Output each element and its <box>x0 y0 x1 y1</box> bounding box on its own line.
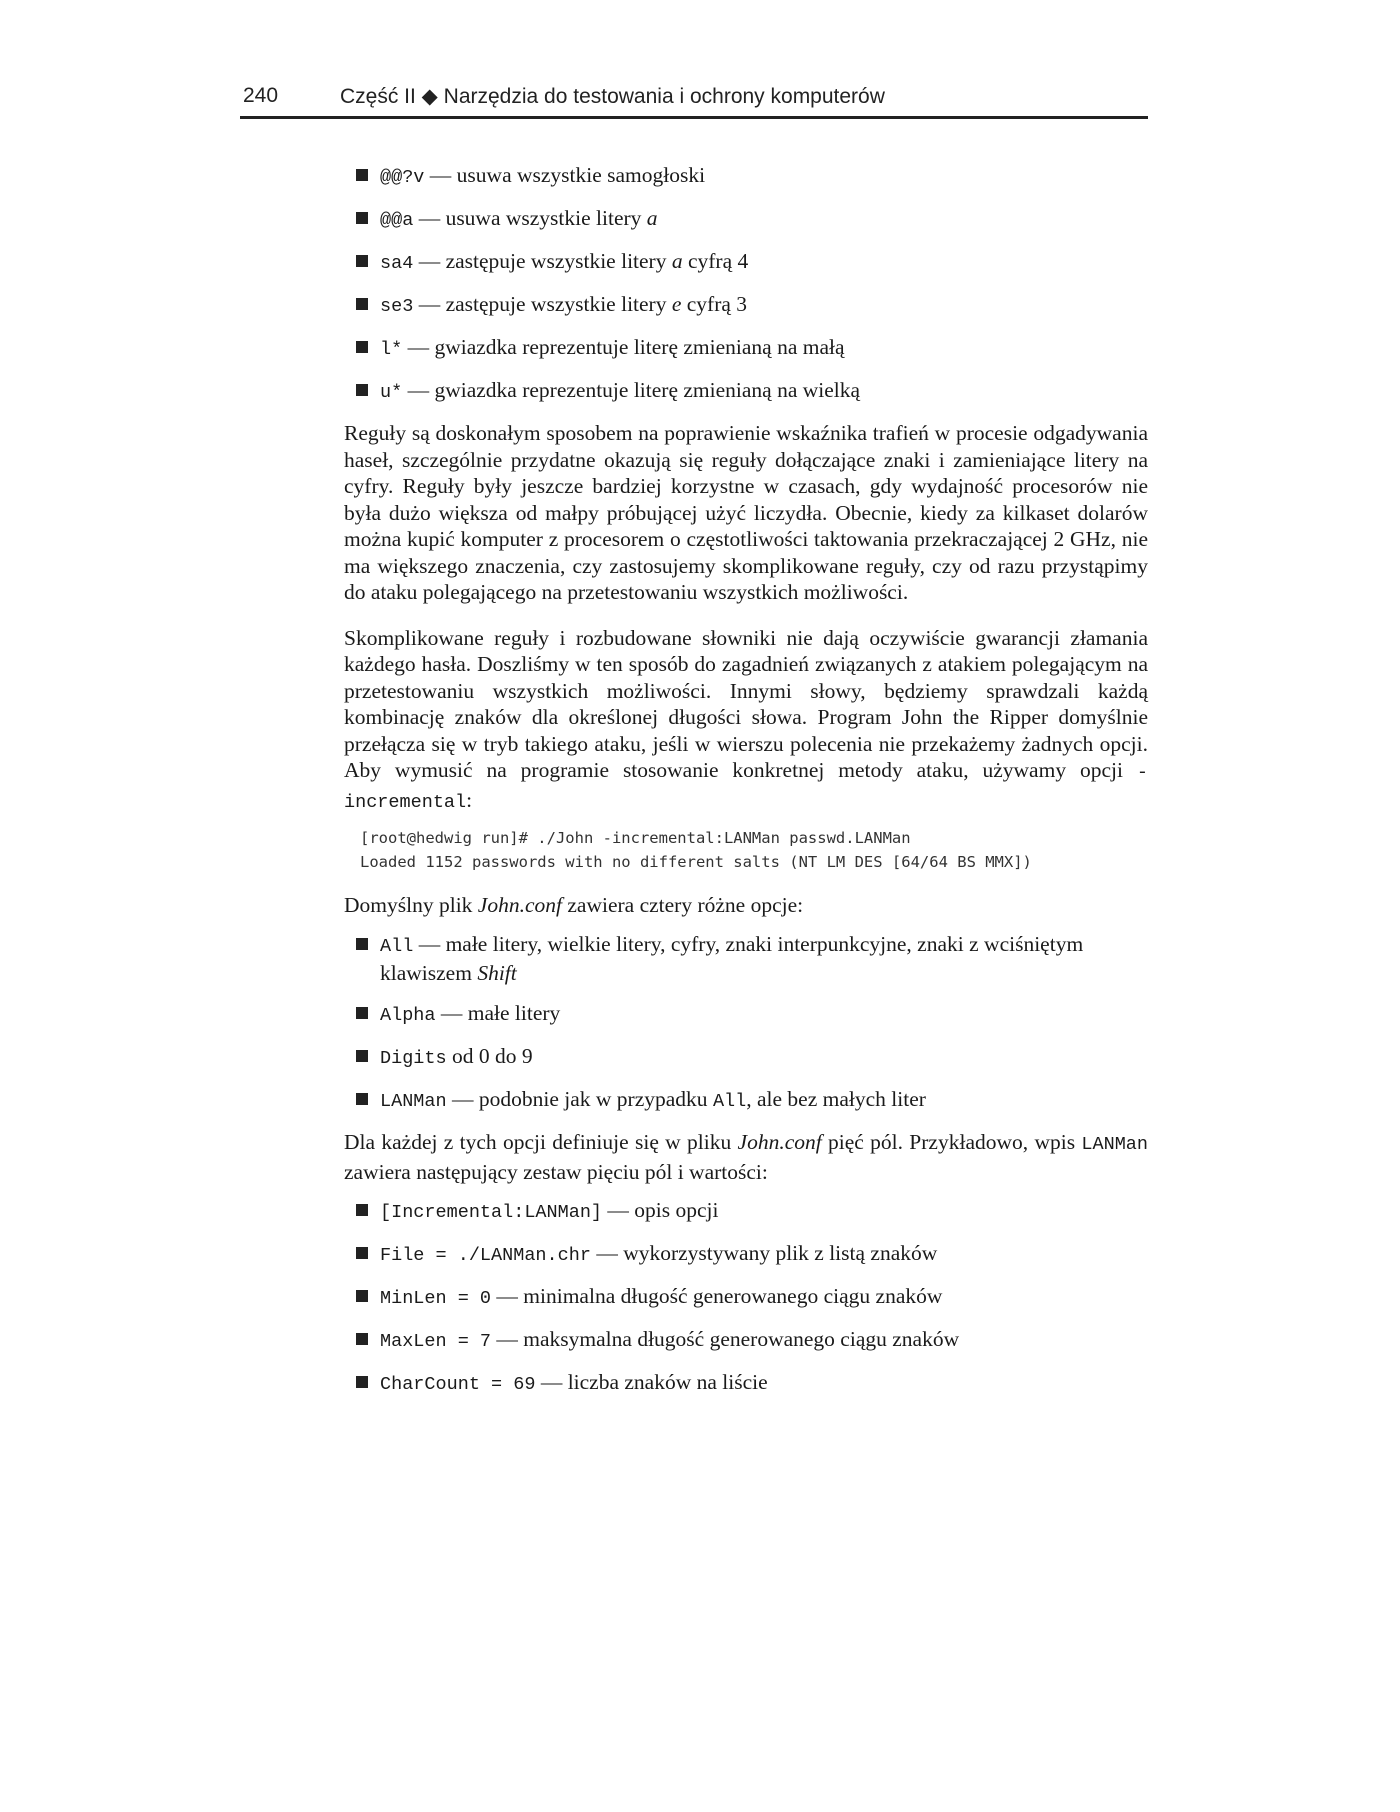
list-item <box>344 931 1148 987</box>
inline-code: Digits <box>380 1048 447 1069</box>
bullet-icon <box>356 1093 368 1105</box>
code-block <box>360 826 1148 874</box>
inline-code: @@a <box>380 210 414 231</box>
bullet-icon <box>356 384 368 396</box>
code-line: [root@hedwig run]# ./John -incremental:LANMan passwd.LANMan <box>360 829 911 847</box>
item-emphasis: a <box>671 249 683 273</box>
running-title: Część II ◆ Narzędzia do testowania i ochrony komputerów <box>340 85 885 108</box>
paragraph-text: pięć pól. Przykładowo, wpis <box>821 1130 1082 1154</box>
bullet-icon <box>356 1247 368 1259</box>
list-item <box>344 1326 1148 1356</box>
list-item <box>344 1086 1148 1116</box>
bullet-icon <box>356 1376 368 1388</box>
paragraph-text: Dla każdej z tych opcji definiuje się w pliku <box>344 1130 738 1154</box>
page-number: 240 <box>243 84 279 107</box>
inline-code: LANMan <box>1081 1134 1149 1155</box>
bullet-icon <box>356 212 368 224</box>
item-text: — małe litery, wielkie litery, cyfry, znaki interpunkcyjne, znaki z wciśniętym klawiszem <box>380 931 1084 985</box>
inline-code: sa4 <box>380 253 414 274</box>
item-text: — wykorzystywany plik z listą znaków <box>590 1241 938 1265</box>
bullet-icon <box>356 341 368 353</box>
inline-code: se3 <box>380 296 414 317</box>
item-text: — liczba znaków na liście <box>535 1370 768 1394</box>
paragraph-incremental <box>344 625 1148 817</box>
page-header <box>240 84 1148 119</box>
inline-code: File = ./LANMan.chr <box>380 1245 591 1266</box>
item-text: — podobnie jak w przypadku <box>446 1087 713 1111</box>
list-item <box>344 1369 1148 1399</box>
list-item <box>344 291 1148 321</box>
inline-code: All <box>712 1091 747 1112</box>
file-name: John.conf <box>477 893 562 917</box>
inline-code: @@?v <box>380 167 425 188</box>
item-emphasis: e <box>671 292 682 316</box>
item-text: — zastępuje wszystkie litery <box>413 249 672 273</box>
paragraph-text: Domyślny plik <box>344 893 478 917</box>
inline-code: LANMan <box>380 1091 447 1112</box>
bullet-icon <box>356 298 368 310</box>
list-item <box>344 377 1148 407</box>
list-item <box>344 205 1148 235</box>
item-text: — gwiazdka reprezentuje literę zmienianą na małą <box>402 335 845 359</box>
rules-list <box>344 162 1148 407</box>
bullet-icon <box>356 1290 368 1302</box>
inline-code: MaxLen = 7 <box>380 1331 492 1352</box>
item-emphasis: a <box>646 206 658 230</box>
bullet-icon <box>356 255 368 267</box>
inline-code: u* <box>380 382 403 403</box>
inline-code: -incremental <box>344 762 1148 813</box>
inline-code: All <box>380 935 414 957</box>
item-text-end: cyfrą 3 <box>681 292 748 316</box>
bullet-icon <box>356 1204 368 1216</box>
list-item <box>344 1000 1148 1030</box>
paragraph-text-end: zawiera następujący zestaw pięciu pól i wartości: <box>344 1159 768 1184</box>
inline-code: MinLen = 0 <box>380 1288 492 1309</box>
inline-code: [Incremental:LANMan] <box>380 1202 603 1223</box>
item-text: — małe litery <box>435 1001 561 1025</box>
list-item <box>344 1197 1148 1227</box>
options-list <box>344 931 1148 1116</box>
bullet-icon <box>356 1050 368 1062</box>
code-line: Loaded 1152 passwords with no different salts (NT LM DES [64/64 BS MMX]) <box>360 853 1032 871</box>
paragraph-text: Skomplikowane reguły i rozbudowane słowniki nie dają oczywiście gwarancji złamania każdego hasła. Doszliśmy w ten sposób do zagadnień związanych z atakiem polegającym na przetestowaniu wszystkich możliwości. Innymi słowy, będziemy sprawdzali każdą kombinację znaków dla określonej długości słowa. Program John the Ripper domyślnie przełącza się w tryb takiego ataku, jeśli w wierszu polecenia nie przekażemy żadnych opcji. Aby wymusić na programie stosowanie konkretnej metody ataku, używamy opcji <box>344 625 1148 782</box>
item-text: — usuwa wszystkie litery <box>413 206 647 230</box>
page-content <box>344 162 1148 1412</box>
inline-code: l* <box>380 339 403 360</box>
list-item <box>344 334 1148 364</box>
item-text-end: , ale bez małych liter <box>746 1087 926 1111</box>
item-text-end: cyfrą 4 <box>682 249 749 273</box>
list-item <box>344 1240 1148 1270</box>
list-item <box>344 1283 1148 1313</box>
list-item <box>344 1043 1148 1073</box>
file-name: John.conf <box>737 1130 822 1154</box>
bullet-icon <box>356 1007 368 1019</box>
item-text: — usuwa wszystkie samogłoski <box>424 163 706 187</box>
paragraph-fields <box>344 1129 1148 1185</box>
item-text: — maksymalna długość generowanego ciągu znaków <box>491 1327 960 1351</box>
inline-code: Alpha <box>380 1005 436 1026</box>
item-text: — minimalna długość generowanego ciągu znaków <box>491 1284 943 1308</box>
bullet-icon <box>356 938 368 950</box>
item-text: — gwiazdka reprezentuje literę zmienianą na wielką <box>402 378 861 402</box>
inline-code: CharCount = 69 <box>380 1374 536 1395</box>
paragraph-config <box>344 892 1148 919</box>
paragraph-text-end: : <box>466 787 473 812</box>
list-item <box>344 248 1148 278</box>
item-emphasis: Shift <box>477 961 517 985</box>
paragraph-rules: Reguły są doskonałym sposobem na poprawienie wskaźnika trafień w procesie odgadywania haseł, szczególnie przydatne okazują się reguły dołączające znaki i zamieniające litery na cyfry. Reguły były jeszcze bardziej korzystne w czasach, gdy wydajność procesorów nie była dużo większa od małpy próbującej użyć liczydła. Obecnie, kiedy za kilkaset dolarów można kupić komputer z procesorem o częstotliwości taktowania przekraczającej 2 GHz, nie ma większego znaczenia, czy zastosujemy skomplikowane reguły, czy od razu przystąpimy do ataku polegającego na przetestowaniu wszystkich możliwości. <box>344 421 1148 604</box>
item-text: od 0 do 9 <box>446 1044 533 1068</box>
item-text: — zastępuje wszystkie litery <box>413 292 672 316</box>
item-text: — opis opcji <box>602 1198 719 1222</box>
bullet-icon <box>356 1333 368 1345</box>
fields-list <box>344 1197 1148 1399</box>
paragraph-text-end: zawiera cztery różne opcje: <box>561 893 804 917</box>
bullet-icon <box>356 169 368 181</box>
list-item <box>344 162 1148 192</box>
